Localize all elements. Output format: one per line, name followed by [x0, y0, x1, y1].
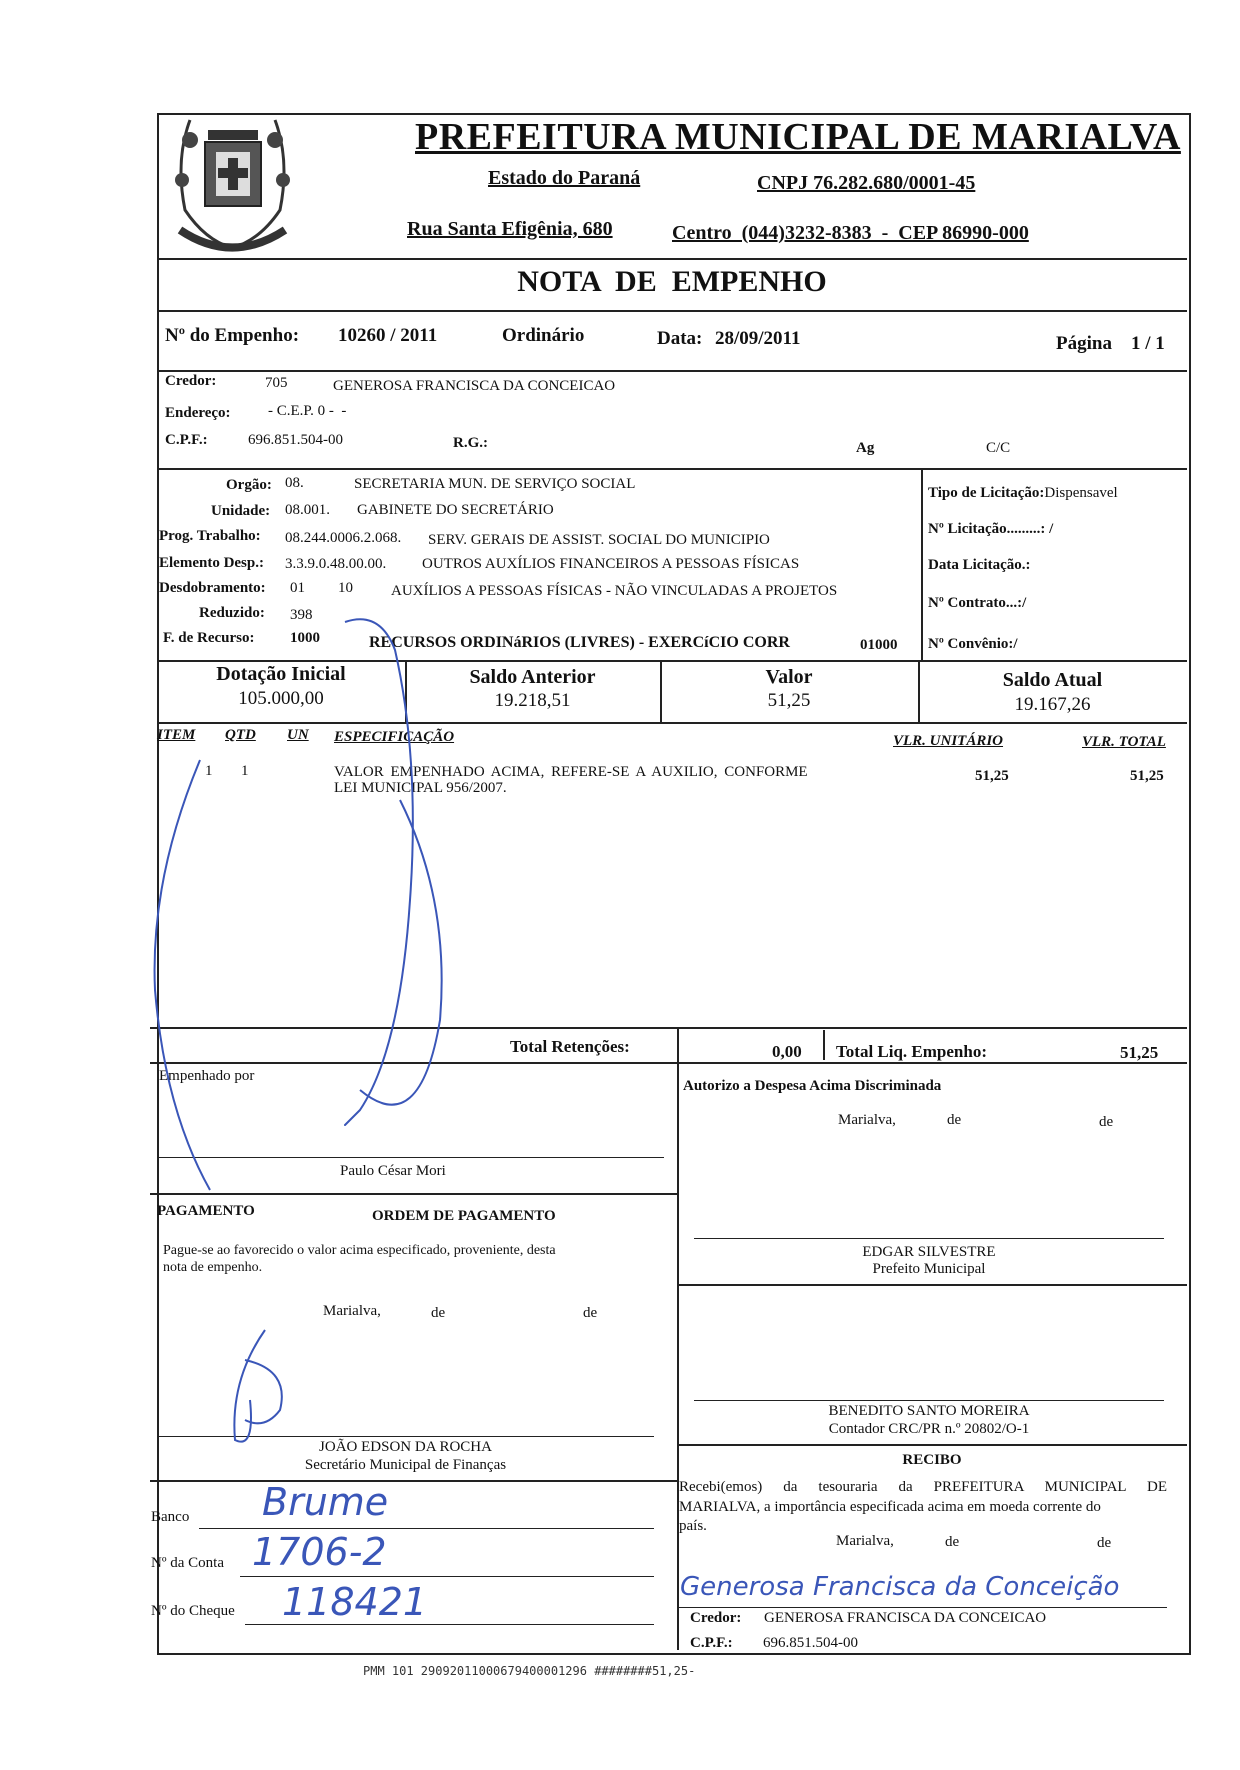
reduzido-value: 398 [290, 607, 313, 623]
banco-handwritten: Brume [262, 1480, 389, 1524]
autorizo-place: Marialva, [838, 1112, 896, 1128]
col-especificacao: ESPECIFICAÇÃO [334, 729, 455, 745]
tipo-licitacao-value: Dispensavel [1044, 485, 1118, 501]
credor-label: Credor: [165, 373, 217, 389]
conta-label: Nº da Conta [151, 1555, 224, 1571]
pagamento-de1: de [431, 1305, 446, 1321]
row-qtd: 1 [241, 763, 249, 779]
cpf-value: 696.851.504-00 [248, 432, 343, 448]
row-spec-2: LEI MUNICIPAL 956/2007. [334, 780, 507, 796]
secretario-name: JOÃO EDSON DA ROCHA [319, 1439, 492, 1455]
prog-code: 08.244.0006.2.068. [285, 530, 402, 546]
conta-handwritten: 1706-2 [252, 1530, 387, 1574]
desdob-code2: 10 [338, 580, 353, 596]
secretario-title: Secretário Municipal de Finanças [304, 1457, 507, 1473]
desdob-code1: 01 [290, 580, 305, 596]
contador-name: BENEDITO SANTO MOREIRA [828, 1403, 1030, 1419]
row-total: 51,25 [1130, 768, 1164, 784]
pagamento-place: Marialva, [323, 1303, 381, 1319]
header-state: Estado do Paraná [488, 167, 641, 189]
retencoes-label: Total Retenções: [510, 1037, 630, 1056]
header-cnpj: CNPJ 76.282.680/0001-45 [757, 172, 976, 194]
recibo-de2: de [1097, 1535, 1112, 1551]
address-value: - C.E.P. 0 - - [268, 403, 347, 419]
prefeito-name: EDGAR SILVESTRE [862, 1244, 996, 1260]
dotacao-label: Dotação Inicial [216, 663, 346, 685]
elemento-code: 3.3.9.0.48.00.00. [285, 556, 387, 572]
unidade-name: GABINETE DO SECRETÁRIO [357, 502, 554, 518]
col-vlr-unitario: VLR. UNITÁRIO [893, 733, 1004, 749]
row-item: 1 [205, 763, 213, 779]
col-un: UN [287, 727, 309, 743]
page-title: PREFEITURA MUNICIPAL DE MARIALVA [415, 116, 1181, 158]
pagamento-de2: de [583, 1305, 598, 1321]
page-number: 1 / 1 [1131, 333, 1165, 354]
recurso-name: RECURSOS ORDINáRIOS (LIVRES) - EXERCíCIO CORR [369, 634, 790, 651]
contador-title: Contador CRC/PR n.º 20802/O-1 [828, 1421, 1030, 1437]
credor-signature: Generosa Francisca da Conceição [680, 1572, 1120, 1602]
recibo-cpf-value: 696.851.504-00 [763, 1635, 858, 1651]
empenho-type: Ordinário [502, 325, 585, 346]
data-licitacao-label: Data Licitação.: [928, 557, 1031, 573]
unidade-code: 08.001. [285, 502, 330, 518]
recibo-de1: de [945, 1534, 960, 1550]
col-vlr-total: VLR. TOTAL [1082, 734, 1166, 750]
liq-empenho-label: Total Liq. Empenho: [836, 1042, 987, 1061]
empenho-number: 10260 / 2011 [338, 325, 438, 346]
empenho-label: Nº do Empenho: [165, 325, 300, 346]
autorizo-de2: de [1099, 1114, 1114, 1130]
unidade-label: Unidade: [211, 503, 271, 519]
prog-label: Prog. Trabalho: [159, 528, 261, 544]
empenhado-por-name: Paulo César Mori [340, 1163, 446, 1179]
reduzido-label: Reduzido: [199, 605, 265, 621]
recibo-text-2: MARIALVA, a importância especificada acima em moeda corrente do [679, 1499, 1101, 1515]
date-label: Data: [657, 328, 703, 349]
contrato-label: Nº Contrato...:/ [928, 595, 1027, 611]
dotacao-value: 105.000,00 [238, 688, 324, 709]
liq-empenho-value: 51,25 [1120, 1043, 1159, 1062]
orgao-label: Orgão: [226, 477, 272, 493]
date-value: 28/09/2011 [715, 328, 801, 349]
cheque-label: Nº do Cheque [151, 1603, 235, 1619]
num-licitacao-label: Nº Licitação.........: / [928, 521, 1054, 537]
recibo-text-1: Recebi(emos) da tesouraria da PREFEITURA MUNICIPAL DE [679, 1479, 1167, 1495]
banco-label: Banco [151, 1509, 190, 1525]
header-street: Rua Santa Efigênia, 680 [407, 218, 613, 240]
credor-name: GENEROSA FRANCISCA DA CONCEICAO [333, 378, 616, 394]
recibo-text-3: país. [679, 1518, 707, 1534]
ordem-pagamento-label: ORDEM DE PAGAMENTO [372, 1208, 556, 1224]
autorizo-de1: de [947, 1112, 962, 1128]
col-qtd: QTD [225, 727, 256, 743]
pagamento-text-1: Pague-se ao favorecido o valor acima especificado, proveniente, desta [163, 1243, 556, 1258]
recibo-title: RECIBO [902, 1452, 962, 1468]
document-title: NOTA DE EMPENHO [517, 265, 827, 298]
saldo-anterior-value: 19.218,51 [494, 690, 571, 711]
prefeito-title: Prefeito Municipal [872, 1261, 986, 1277]
row-unit: 51,25 [975, 768, 1009, 784]
recurso-num: 01000 [860, 637, 898, 653]
cpf-label: C.P.F.: [165, 432, 208, 448]
col-item: ITEM [157, 727, 196, 743]
pagamento-text-2: nota de empenho. [163, 1260, 263, 1275]
cc-label: C/C [986, 440, 1011, 456]
ag-label: Ag [856, 440, 875, 456]
recurso-label: F. de Recurso: [163, 630, 255, 646]
orgao-code: 08. [285, 475, 304, 491]
elemento-name: OUTROS AUXÍLIOS FINANCEIROS A PESSOAS FÍSICAS [422, 556, 800, 572]
desdob-name: AUXÍLIOS A PESSOAS FÍSICAS - NÃO VINCULADAS A PROJETOS [391, 583, 838, 599]
recibo-credor-label: Credor: [690, 1610, 742, 1626]
orgao-name: SECRETARIA MUN. DE SERVIÇO SOCIAL [354, 476, 636, 492]
valor-label: Valor [765, 666, 813, 688]
footer-code: PMM 101 29092011000679400001296 ########51,25- [363, 1664, 696, 1678]
pagamento-label: PAGAMENTO [157, 1203, 255, 1219]
cheque-handwritten: 118421 [282, 1580, 428, 1624]
prog-name: SERV. GERAIS DE ASSIST. SOCIAL DO MUNICIPIO [428, 532, 770, 548]
page-label: Página [1056, 333, 1112, 354]
rg-label: R.G.: [453, 435, 488, 451]
recibo-credor-name: GENEROSA FRANCISCA DA CONCEICAO [764, 1610, 1047, 1626]
saldo-atual-value: 19.167,26 [1014, 694, 1091, 715]
retencoes-value: 0,00 [772, 1042, 802, 1061]
elemento-label: Elemento Desp.: [159, 555, 264, 571]
tipo-licitacao-label-text: Tipo de Licitação: [928, 485, 1045, 501]
empenhado-por-label: Empenhado por [159, 1068, 255, 1084]
recibo-place: Marialva, [836, 1533, 894, 1549]
saldo-anterior-label: Saldo Anterior [469, 666, 596, 688]
convenio-label: Nº Convênio:/ [928, 636, 1018, 652]
header-address: Centro (044)3232-8383 - CEP 86990-000 [672, 222, 1029, 244]
row-spec-1: VALOR EMPENHADO ACIMA, REFERE-SE A AUXILIO, CONFORME [334, 764, 808, 780]
address-label: Endereço: [165, 405, 231, 421]
saldo-atual-label: Saldo Atual [1002, 669, 1103, 691]
autorizo-label: Autorizo a Despesa Acima Discriminada [683, 1078, 942, 1094]
recibo-cpf-label: C.P.F.: [690, 1635, 733, 1651]
valor-value: 51,25 [767, 690, 811, 711]
desdob-label: Desdobramento: [159, 580, 266, 596]
credor-code: 705 [265, 375, 288, 391]
recurso-code: 1000 [290, 630, 320, 646]
